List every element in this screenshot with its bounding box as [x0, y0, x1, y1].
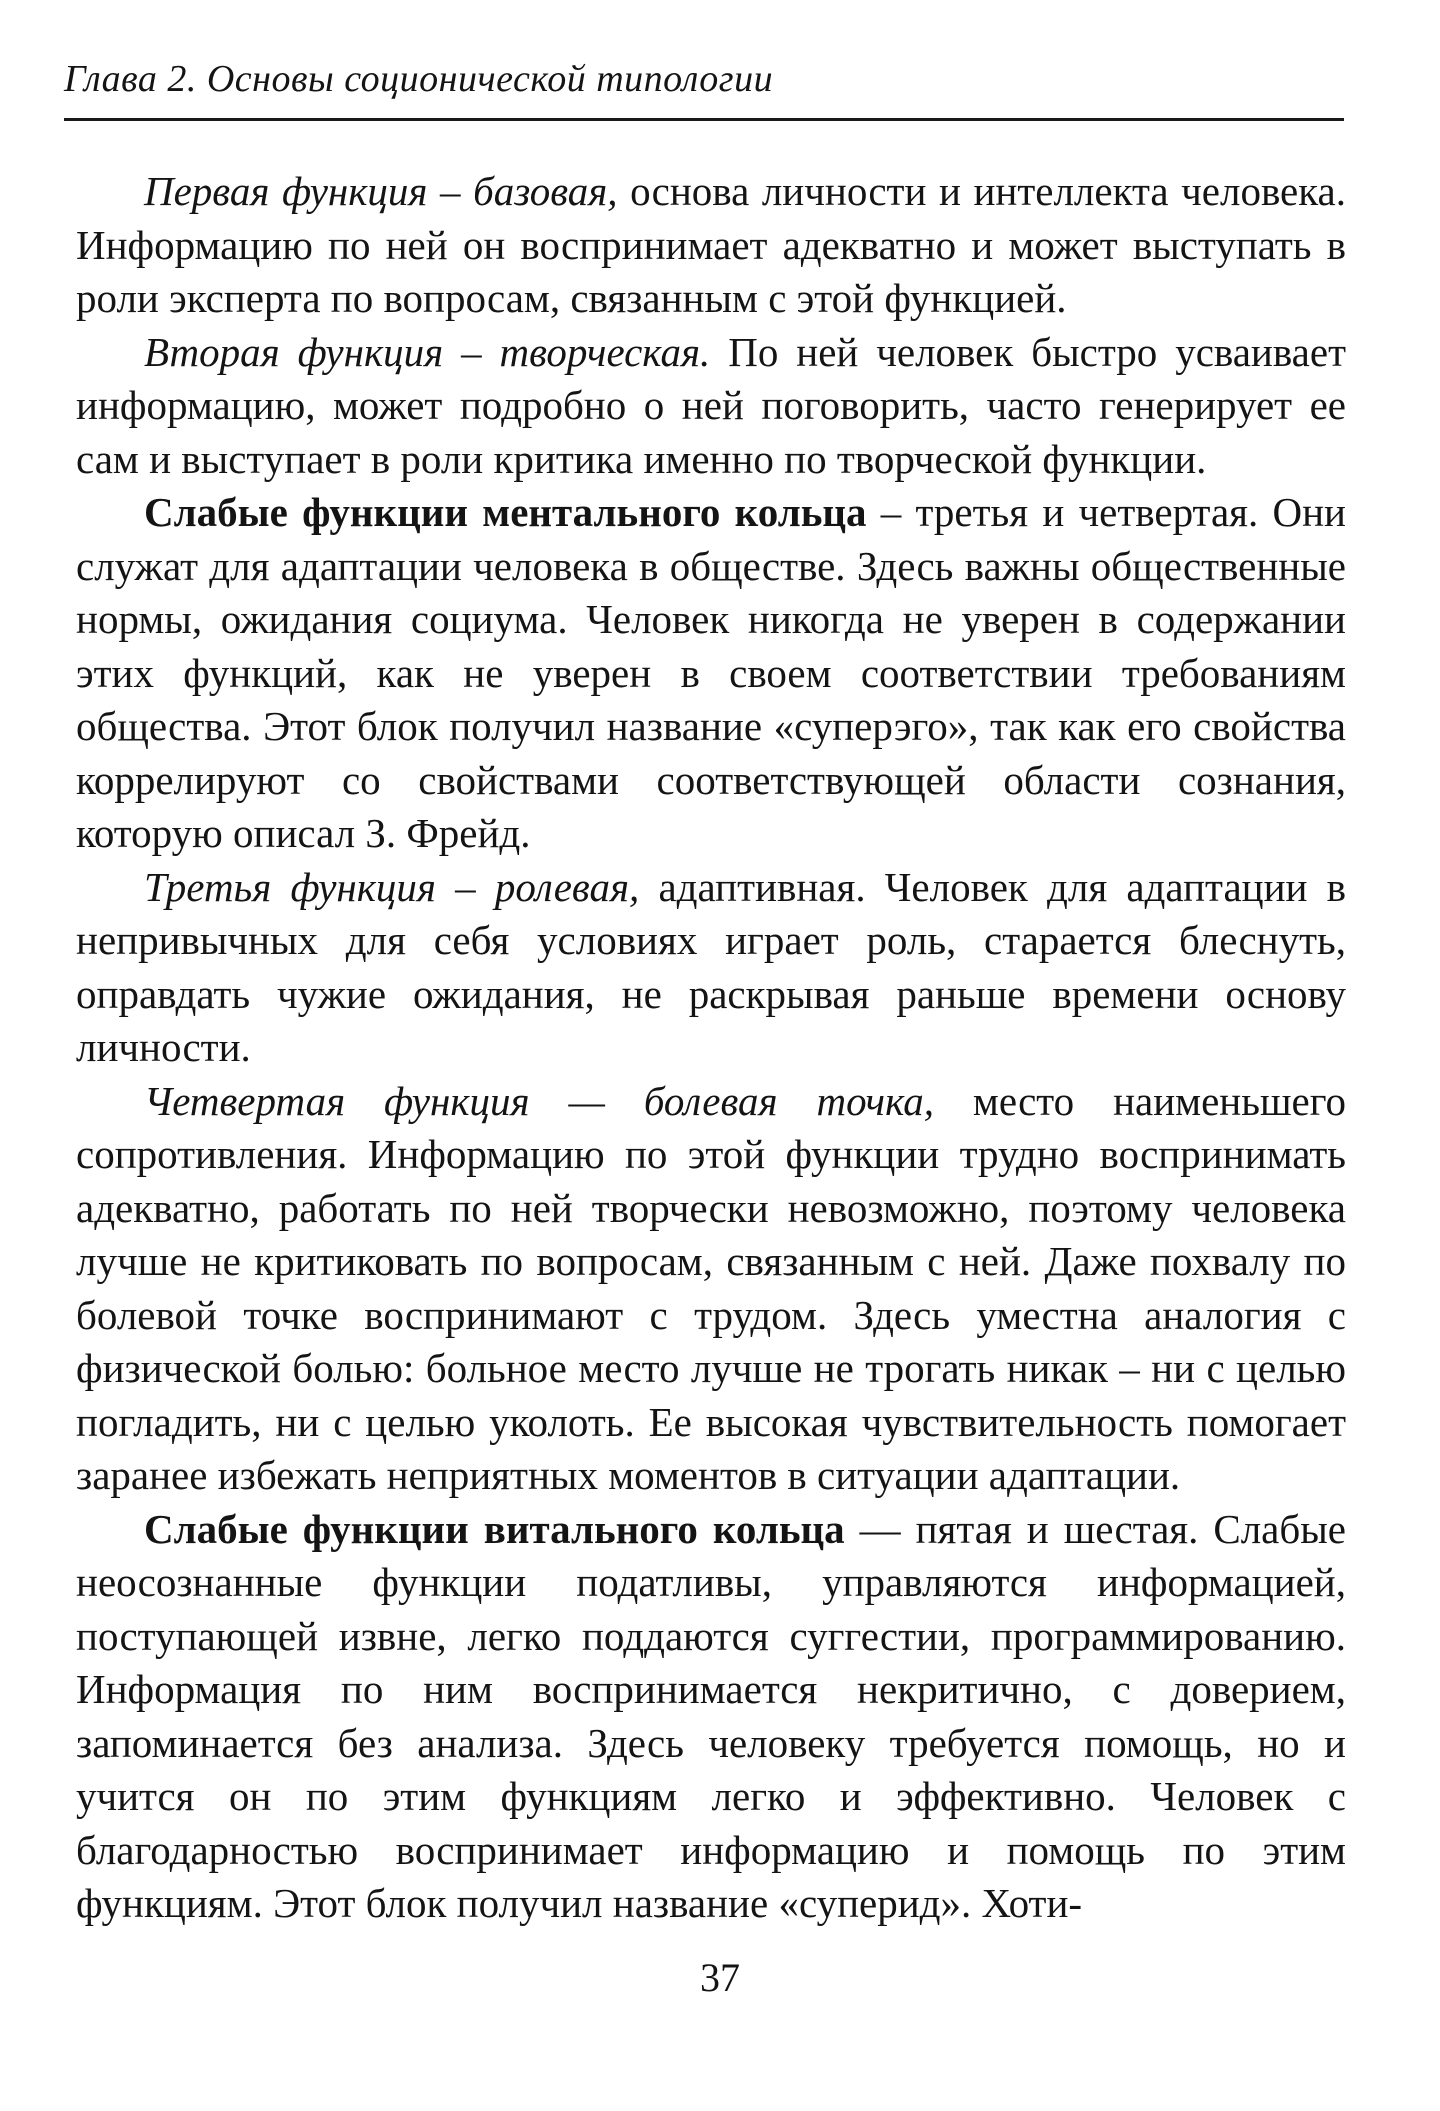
header-rule — [64, 118, 1344, 121]
paragraph-third-function — [76, 861, 1346, 1075]
paragraph-text: основа личности и интеллекта человека. Информацию по ней он воспринимает адекватно и может выступать в роли эксперта по вопросам, связанным с этой функцией. — [76, 168, 1347, 321]
paragraph-vital-ring — [76, 1503, 1346, 1931]
paragraph-fourth-function — [76, 1075, 1346, 1503]
paragraph-mental-ring — [76, 486, 1346, 861]
term-first-function: Первая функция – базовая, — [144, 168, 618, 214]
paragraph-text: адаптивная. Человек для адаптации в непривычных для себя условиях играет роль, старается блеснуть, оправдать чужие ожидания, не раскрывая раньше времени основу личности. — [76, 863, 1347, 1070]
paragraph-text: место наименьшего сопротивления. Информацию по этой функции трудно воспринимать адекватно, работать по ней творчески невозможно, поэтому человека лучше не критиковать по вопросам, связанным с ней. Даже похвалу по болевой точке воспринимают с трудом. Здесь уместна аналогия с физической болью: больное место лучше не трогать никак – ни с целью погладить, ни с целью уколоть. Ее высокая чувствительность помогает заранее избежать неприятных моментов в ситуации адаптации. — [76, 1077, 1347, 1498]
paragraph-text: По ней человек быстро усваивает информацию, может подробно о ней поговорить, часто генерирует ее сам и выступает в роли критика именно по творческой функции. — [76, 328, 1346, 482]
term-third-function: Третья функция – ролевая, — [144, 863, 640, 910]
paragraph-second-function — [76, 326, 1346, 487]
term-mental-ring: Слабые функции ментального кольца — [144, 489, 867, 535]
page-number: 37 — [700, 1955, 740, 2000]
term-vital-ring: Слабые функции витального кольца — [144, 1505, 845, 1552]
running-head: Глава 2. Основы соционической типологии — [64, 58, 774, 100]
term-fourth-function: Четвертая функция — болевая точка, — [144, 1077, 935, 1124]
term-second-function: Вторая функция – творческая. — [144, 328, 711, 375]
body-text — [76, 165, 1346, 1931]
paragraph-first-function — [76, 165, 1346, 326]
paragraph-text: — пятая и шестая. Слабые неосознанные функции податливы, управляются информацией, поступающей извне, легко поддаются суггестии, программированию. Информация по ним воспринимается некритично, с доверием, запоминается без анализа. Здесь человеку требуется помощь, но и учится он по этим функциям легко и эффективно. Человек с благодарностью воспринимает информацию и помощь по этим функциям. Этот блок получил название «суперид». Хоти- — [76, 1505, 1346, 1926]
paragraph-text: – третья и четвертая. Они служат для адаптации человека в обществе. Здесь важны общественные нормы, ожидания социума. Человек никогда не уверен в содержании этих функций, как не уверен в своем соответствии требованиям общества. Этот блок получил название «суперэго», так как его свойства коррелируют со свойствами соответствующей области сознания, которую описал З. Фрейд. — [76, 489, 1346, 856]
